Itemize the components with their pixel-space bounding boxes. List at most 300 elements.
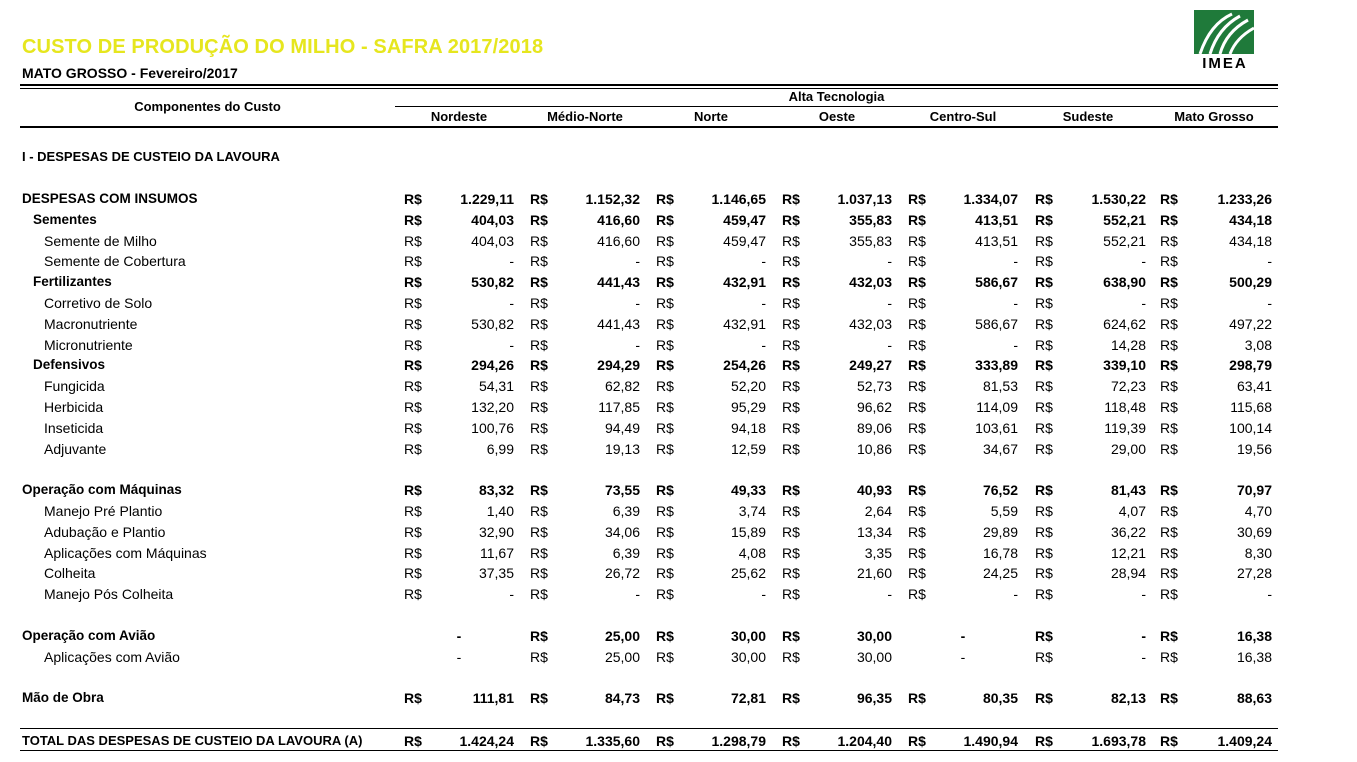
currency-symbol: R$ [1035, 649, 1053, 665]
cell-value: 25,62 [730, 565, 766, 581]
cell-value: 1.335,60 [585, 733, 640, 749]
cell-value: 118,48 [1104, 399, 1146, 415]
currency-symbol: R$ [1160, 628, 1178, 644]
currency-symbol: R$ [782, 357, 800, 373]
cell-value: 339,10 [1103, 357, 1146, 373]
table-row [0, 191, 1357, 211]
currency-symbol: R$ [656, 274, 674, 290]
cell-value: 1.233,26 [1217, 191, 1272, 207]
cell-value: 36,22 [1110, 524, 1146, 540]
cell-value: - [761, 586, 766, 602]
currency-symbol: R$ [404, 690, 422, 706]
cell-value: 117,85 [598, 399, 640, 415]
currency-symbol: R$ [1035, 441, 1053, 457]
row-label: Adubação e Plantio [44, 524, 166, 540]
row-label: Manejo Pós Colheita [44, 586, 174, 602]
cell-value: 34,67 [982, 441, 1018, 457]
cell-value: 586,67 [975, 316, 1018, 332]
currency-symbol: R$ [1035, 212, 1053, 228]
cell-value: - [761, 253, 766, 269]
currency-symbol: R$ [656, 399, 674, 415]
currency-symbol: R$ [1160, 212, 1178, 228]
cell-value: 6,39 [612, 503, 640, 519]
cell-value: 294,26 [471, 357, 514, 373]
cell-value: - [635, 337, 640, 353]
currency-symbol: R$ [656, 628, 674, 644]
cell-value: 114,09 [976, 399, 1018, 415]
region-header: Centro-Sul [929, 109, 997, 124]
currency-symbol: R$ [1035, 191, 1053, 207]
cell-value: 94,18 [730, 420, 766, 436]
currency-symbol: R$ [782, 399, 800, 415]
cell-value: - [761, 337, 766, 353]
cell-value: 552,21 [1103, 212, 1146, 228]
currency-symbol: R$ [404, 441, 422, 457]
currency-symbol: R$ [404, 357, 422, 373]
cell-value: 24,25 [982, 565, 1018, 581]
cell-value: 95,29 [730, 399, 766, 415]
cell-value: 552,21 [1103, 233, 1146, 249]
cell-value: 10,86 [856, 441, 892, 457]
cell-value: 432,03 [849, 316, 892, 332]
currency-symbol: R$ [1160, 399, 1178, 415]
currency-symbol: R$ [1035, 503, 1053, 519]
cell-value: 29,00 [1110, 441, 1146, 457]
currency-symbol: R$ [1160, 191, 1178, 207]
table-row [0, 233, 1357, 253]
cell-value: 30,00 [730, 628, 766, 644]
cell-value: - [1141, 295, 1146, 311]
currency-symbol: R$ [1160, 482, 1178, 498]
cell-value: 32,90 [478, 524, 514, 540]
table-row [0, 545, 1357, 565]
cell-value: 96,62 [856, 399, 892, 415]
currency-symbol: R$ [908, 233, 926, 249]
cell-value: 30,00 [856, 628, 892, 644]
cell-value: 54,31 [478, 378, 514, 394]
cell-value: 100,14 [1229, 420, 1272, 436]
region-header: Mato Grosso [1174, 109, 1254, 124]
currency-symbol: R$ [656, 482, 674, 498]
logo-text: IMEA [1202, 55, 1248, 72]
cell-value: 416,60 [597, 212, 640, 228]
cell-value: - [456, 649, 462, 665]
cell-value: 294,29 [597, 357, 640, 373]
currency-symbol: R$ [908, 690, 926, 706]
row-label: Aplicações com Avião [44, 649, 180, 665]
top-rule [20, 84, 1278, 86]
cell-value: 40,93 [856, 482, 892, 498]
currency-symbol: R$ [782, 733, 800, 749]
cell-value: 89,06 [856, 420, 892, 436]
cell-value: 26,72 [604, 565, 640, 581]
cell-value: - [960, 649, 966, 665]
currency-symbol: R$ [530, 295, 548, 311]
currency-symbol: R$ [656, 337, 674, 353]
currency-symbol: R$ [530, 233, 548, 249]
table-row [0, 503, 1357, 523]
currency-symbol: R$ [656, 565, 674, 581]
currency-symbol: R$ [782, 482, 800, 498]
cell-value: 16,38 [1236, 628, 1272, 644]
cell-value: - [509, 586, 514, 602]
cell-value: 11,67 [480, 545, 514, 561]
region-header: Nordeste [430, 109, 488, 124]
row-label: Operação com Avião [22, 628, 156, 643]
cell-value: 432,03 [849, 274, 892, 290]
currency-symbol: R$ [1160, 233, 1178, 249]
currency-symbol: R$ [782, 503, 800, 519]
currency-symbol: R$ [404, 253, 422, 269]
cell-value: 84,73 [604, 690, 640, 706]
currency-symbol: R$ [530, 545, 548, 561]
cell-value: - [887, 253, 892, 269]
currency-symbol: R$ [1160, 545, 1178, 561]
cell-value: 298,79 [1229, 357, 1272, 373]
currency-symbol: R$ [530, 316, 548, 332]
table-row [0, 337, 1357, 357]
currency-symbol: R$ [782, 565, 800, 581]
group-header: Alta Tecnologia [788, 89, 885, 104]
cell-value: 8,30 [1244, 545, 1272, 561]
cell-value: - [635, 295, 640, 311]
currency-symbol: R$ [656, 733, 674, 749]
cell-value: 115,68 [1230, 399, 1272, 415]
row-label: Defensivos [33, 357, 106, 372]
cell-value: 530,82 [471, 274, 514, 290]
currency-symbol: R$ [656, 420, 674, 436]
currency-symbol: R$ [1160, 420, 1178, 436]
currency-symbol: R$ [530, 357, 548, 373]
cell-value: 34,06 [604, 524, 640, 540]
currency-symbol: R$ [1160, 690, 1178, 706]
currency-symbol: R$ [908, 316, 926, 332]
cell-value: - [1141, 649, 1146, 665]
currency-symbol: R$ [1160, 295, 1178, 311]
cell-value: 25,00 [604, 628, 640, 644]
row-label: Operação com Máquinas [22, 482, 182, 497]
cell-value: 500,29 [1229, 274, 1272, 290]
cell-value: 1.152,32 [585, 191, 640, 207]
currency-symbol: R$ [404, 316, 422, 332]
currency-symbol: R$ [908, 482, 926, 498]
cell-value: 100,76 [471, 420, 514, 436]
cell-value: 3,08 [1244, 337, 1272, 353]
currency-symbol: R$ [404, 545, 422, 561]
currency-symbol: R$ [782, 212, 800, 228]
row-label: DESPESAS COM INSUMOS [22, 191, 198, 206]
currency-symbol: R$ [782, 253, 800, 269]
cell-value: 25,00 [604, 649, 640, 665]
cell-value: 404,03 [471, 233, 514, 249]
cell-value: - [1013, 586, 1018, 602]
currency-symbol: R$ [908, 441, 926, 457]
region-header: Oeste [818, 109, 856, 124]
currency-symbol: R$ [782, 649, 800, 665]
currency-symbol: R$ [908, 565, 926, 581]
currency-symbol: R$ [782, 545, 800, 561]
currency-symbol: R$ [404, 399, 422, 415]
section-title: I - DESPESAS DE CUSTEIO DA LAVOURA [22, 149, 280, 164]
cell-value: - [509, 253, 514, 269]
row-label: Aplicações com Máquinas [44, 545, 207, 561]
cell-value: 254,26 [723, 357, 766, 373]
table-row [0, 690, 1357, 710]
row-label: Fungicida [44, 378, 105, 394]
total-rule-top [20, 728, 1278, 729]
currency-symbol: R$ [656, 233, 674, 249]
row-label: Manejo Pré Plantio [44, 503, 163, 519]
currency-symbol: R$ [1160, 733, 1178, 749]
cell-value: - [761, 295, 766, 311]
cell-value: 497,22 [1229, 316, 1272, 332]
cell-value: 1.409,24 [1217, 733, 1272, 749]
currency-symbol: R$ [404, 191, 422, 207]
cell-value: 1.298,79 [711, 733, 766, 749]
currency-symbol: R$ [1035, 524, 1053, 540]
row-label: Inseticida [44, 420, 104, 436]
currency-symbol: R$ [1035, 378, 1053, 394]
cell-value: 72,23 [1110, 378, 1146, 394]
cell-value: 103,61 [975, 420, 1018, 436]
cell-value: 80,35 [982, 690, 1018, 706]
cell-value: 27,28 [1236, 565, 1272, 581]
currency-symbol: R$ [530, 441, 548, 457]
row-label: Mão de Obra [22, 690, 104, 705]
cell-value: - [1141, 628, 1146, 644]
cell-value: 1.490,94 [963, 733, 1018, 749]
cell-value: 81,53 [982, 378, 1018, 394]
currency-symbol: R$ [782, 295, 800, 311]
currency-symbol: R$ [1160, 524, 1178, 540]
currency-symbol: R$ [530, 399, 548, 415]
currency-symbol: R$ [908, 399, 926, 415]
cell-value: 2,64 [864, 503, 892, 519]
currency-symbol: R$ [404, 420, 422, 436]
currency-symbol: R$ [656, 649, 674, 665]
currency-symbol: R$ [404, 274, 422, 290]
currency-symbol: R$ [530, 420, 548, 436]
row-label: Sementes [33, 212, 97, 227]
cell-value: 12,59 [730, 441, 766, 457]
currency-symbol: R$ [656, 191, 674, 207]
cell-value: 37,35 [478, 565, 514, 581]
currency-symbol: R$ [782, 628, 800, 644]
cell-value: 15,89 [730, 524, 766, 540]
currency-symbol: R$ [782, 524, 800, 540]
currency-symbol: R$ [1160, 316, 1178, 332]
cell-value: 52,20 [730, 378, 766, 394]
currency-symbol: R$ [1035, 295, 1053, 311]
currency-symbol: R$ [656, 253, 674, 269]
cell-value: 16,78 [982, 545, 1018, 561]
currency-symbol: R$ [1035, 233, 1053, 249]
currency-symbol: R$ [908, 337, 926, 353]
currency-symbol: R$ [530, 212, 548, 228]
currency-symbol: R$ [908, 274, 926, 290]
currency-symbol: R$ [1160, 357, 1178, 373]
row-label: Colheita [44, 565, 96, 581]
cell-value: 132,20 [471, 399, 514, 415]
region-header: Norte [694, 109, 728, 124]
currency-symbol: R$ [404, 503, 422, 519]
cell-value: - [635, 586, 640, 602]
currency-symbol: R$ [530, 628, 548, 644]
cell-value: 355,83 [849, 212, 892, 228]
currency-symbol: R$ [782, 586, 800, 602]
currency-symbol: R$ [530, 690, 548, 706]
cell-value: 6,99 [486, 441, 514, 457]
currency-symbol: R$ [1035, 733, 1053, 749]
row-label: Micronutriente [44, 337, 133, 353]
currency-symbol: R$ [1035, 565, 1053, 581]
currency-symbol: R$ [1035, 274, 1053, 290]
table-row [0, 524, 1357, 544]
currency-symbol: R$ [530, 586, 548, 602]
currency-symbol: R$ [656, 586, 674, 602]
cell-value: - [887, 586, 892, 602]
currency-symbol: R$ [404, 295, 422, 311]
group-rule [395, 106, 1278, 107]
currency-symbol: R$ [1035, 586, 1053, 602]
currency-symbol: R$ [530, 378, 548, 394]
components-header: Componentes do Custo [134, 99, 281, 114]
row-label: Semente de Cobertura [44, 253, 186, 269]
cell-value: - [1267, 586, 1272, 602]
cell-value: 6,39 [612, 545, 640, 561]
currency-symbol: R$ [1160, 337, 1178, 353]
currency-symbol: R$ [656, 524, 674, 540]
cell-value: 459,47 [723, 212, 766, 228]
cell-value: 333,89 [975, 357, 1018, 373]
currency-symbol: R$ [908, 253, 926, 269]
currency-symbol: R$ [530, 565, 548, 581]
cell-value: 441,43 [597, 316, 640, 332]
currency-symbol: R$ [656, 357, 674, 373]
cell-value: 1.693,78 [1091, 733, 1146, 749]
currency-symbol: R$ [404, 212, 422, 228]
currency-symbol: R$ [782, 233, 800, 249]
cell-value: - [456, 628, 462, 644]
row-label: Semente de Milho [44, 233, 157, 249]
currency-symbol: R$ [782, 316, 800, 332]
cell-value: 432,91 [723, 316, 766, 332]
cell-value: 63,41 [1236, 378, 1272, 394]
header-bottom-rule [20, 126, 1278, 128]
currency-symbol: R$ [908, 357, 926, 373]
cell-value: - [1013, 253, 1018, 269]
cell-value: 30,00 [856, 649, 892, 665]
cell-value: 94,49 [604, 420, 640, 436]
cell-value: 72,81 [730, 690, 766, 706]
currency-symbol: R$ [656, 441, 674, 457]
cell-value: 416,60 [597, 233, 640, 249]
currency-symbol: R$ [1035, 482, 1053, 498]
cell-value: 1.424,24 [459, 733, 514, 749]
currency-symbol: R$ [782, 690, 800, 706]
currency-symbol: R$ [656, 212, 674, 228]
cell-value: 1,40 [486, 503, 514, 519]
currency-symbol: R$ [404, 565, 422, 581]
row-label: Macronutriente [44, 316, 138, 332]
cell-value: - [887, 295, 892, 311]
cell-value: 88,63 [1236, 690, 1272, 706]
cell-value: 30,00 [730, 649, 766, 665]
currency-symbol: R$ [656, 295, 674, 311]
table-row [0, 378, 1357, 398]
currency-symbol: R$ [404, 233, 422, 249]
table-row [0, 253, 1357, 273]
cell-value: 434,18 [1229, 212, 1272, 228]
currency-symbol: R$ [908, 420, 926, 436]
currency-symbol: R$ [656, 503, 674, 519]
cell-value: 441,43 [597, 274, 640, 290]
table-row [0, 586, 1357, 606]
currency-symbol: R$ [656, 378, 674, 394]
currency-symbol: R$ [530, 503, 548, 519]
currency-symbol: R$ [530, 337, 548, 353]
table-row [0, 274, 1357, 294]
cell-value: - [1267, 295, 1272, 311]
cell-value: 434,18 [1229, 233, 1272, 249]
table-row [0, 628, 1357, 648]
table-row [0, 420, 1357, 440]
currency-symbol: R$ [908, 503, 926, 519]
cell-value: 28,94 [1110, 565, 1146, 581]
cell-value: 459,47 [723, 233, 766, 249]
currency-symbol: R$ [908, 524, 926, 540]
row-label: TOTAL DAS DESPESAS DE CUSTEIO DA LAVOURA (A) [22, 733, 363, 748]
currency-symbol: R$ [404, 337, 422, 353]
table-row [0, 441, 1357, 461]
currency-symbol: R$ [908, 378, 926, 394]
currency-symbol: R$ [1160, 253, 1178, 269]
cell-value: 4,08 [738, 545, 766, 561]
currency-symbol: R$ [908, 545, 926, 561]
cell-value: 14,28 [1110, 337, 1146, 353]
currency-symbol: R$ [530, 649, 548, 665]
cell-value: 530,82 [471, 316, 514, 332]
cell-value: 3,74 [738, 503, 766, 519]
cell-value: 413,51 [975, 233, 1018, 249]
currency-symbol: R$ [782, 274, 800, 290]
currency-symbol: R$ [1035, 337, 1053, 353]
currency-symbol: R$ [1035, 399, 1053, 415]
cell-value: 29,89 [982, 524, 1018, 540]
row-label: Fertilizantes [33, 274, 112, 289]
cell-value: - [1013, 337, 1018, 353]
currency-symbol: R$ [908, 212, 926, 228]
currency-symbol: R$ [404, 524, 422, 540]
currency-symbol: R$ [1160, 503, 1178, 519]
cell-value: 70,97 [1236, 482, 1272, 498]
cell-value: 21,60 [856, 565, 892, 581]
cell-value: 81,43 [1110, 482, 1146, 498]
table-row [0, 399, 1357, 419]
currency-symbol: R$ [1035, 628, 1053, 644]
cell-value: 249,27 [849, 357, 892, 373]
currency-symbol: R$ [404, 733, 422, 749]
cell-value: 586,67 [975, 274, 1018, 290]
currency-symbol: R$ [530, 253, 548, 269]
cell-value: - [1141, 253, 1146, 269]
currency-symbol: R$ [1160, 274, 1178, 290]
cell-value: 432,91 [723, 274, 766, 290]
currency-symbol: R$ [782, 191, 800, 207]
cell-value: 96,35 [856, 690, 892, 706]
page-title: CUSTO DE PRODUÇÃO DO MILHO - SAFRA 2017/2018 [22, 36, 544, 58]
cell-value: 1.204,40 [837, 733, 892, 749]
